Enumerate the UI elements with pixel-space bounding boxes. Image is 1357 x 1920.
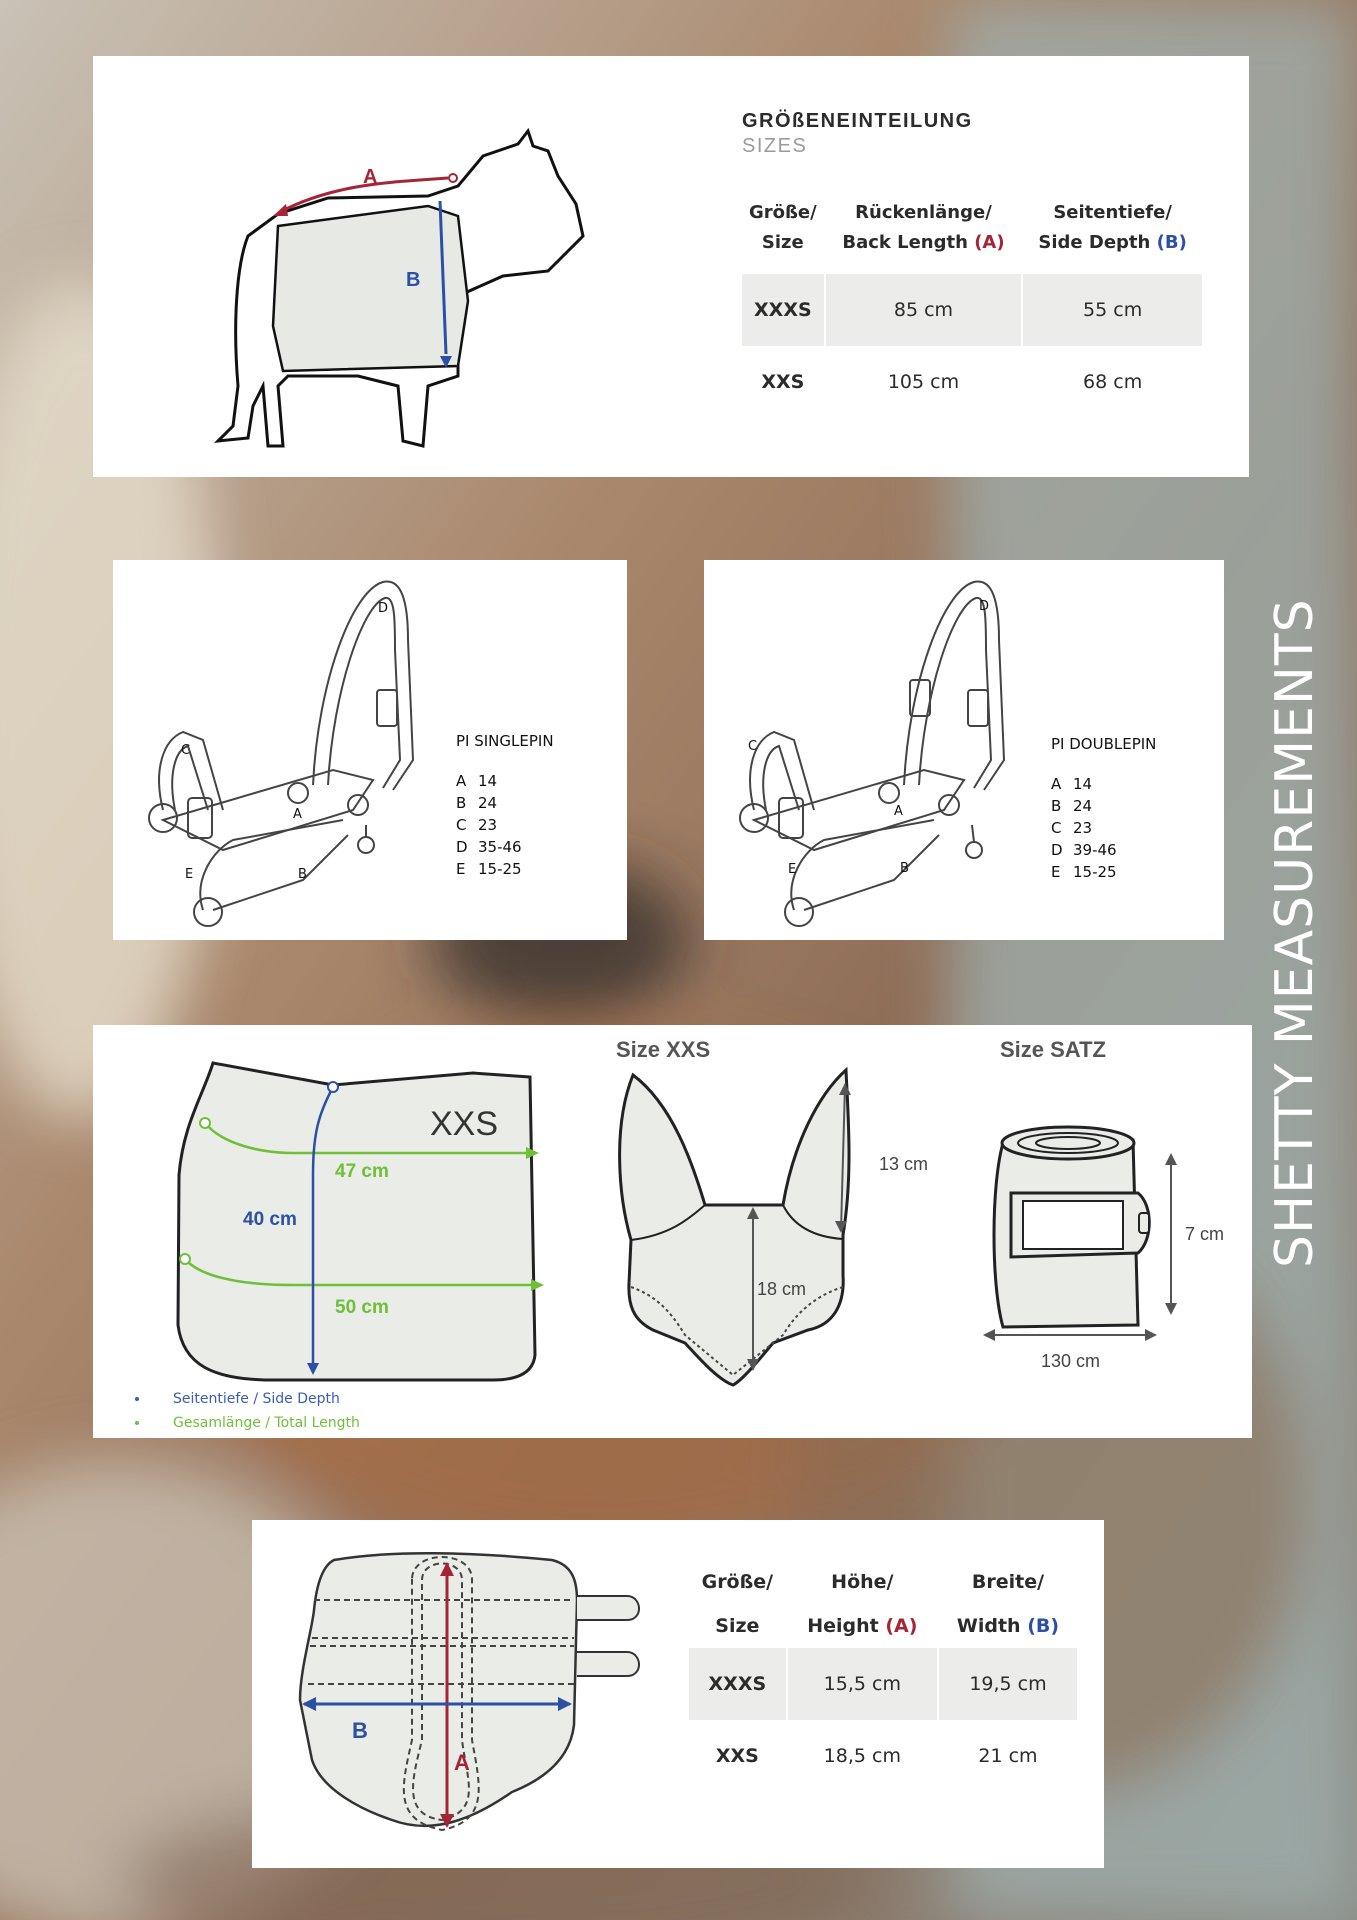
arrowhead-icon (983, 1329, 995, 1341)
halter-singlepin-info (456, 732, 554, 880)
rug-size-panel (93, 56, 1249, 477)
rug-size-table (742, 182, 1202, 418)
point-a-label: A (293, 807, 302, 822)
arrowhead-icon (1165, 1153, 1177, 1165)
halter-doublepin-panel (704, 560, 1224, 940)
marker-dot-icon (449, 174, 457, 182)
point-c-label: C (748, 739, 758, 754)
label-b: B (406, 269, 421, 291)
halter-title: PI DOUBLEPIN (1051, 735, 1157, 753)
arrowhead-icon (1145, 1329, 1157, 1341)
measure-row: A 14 (456, 772, 498, 790)
marker-dot-icon (328, 1082, 338, 1092)
measure-row: B 24 (456, 794, 498, 812)
col-back-length: Rückenlänge/ Back Length (A) (825, 182, 1023, 274)
equipment-panel (93, 1025, 1252, 1438)
length-top-label: 47 cm (335, 1161, 389, 1182)
marker-dot-icon (200, 1118, 210, 1128)
boot-diagram (252, 1520, 682, 1868)
boots-size-panel (252, 1520, 1104, 1868)
legend-dot-icon (135, 1421, 139, 1425)
measure-row: C 23 (456, 816, 498, 834)
measure-row: D 35-46 (456, 838, 522, 856)
rug-heading (742, 110, 973, 158)
saddle-pad-diagram (178, 1063, 544, 1380)
boot-strap (577, 1596, 639, 1620)
page-title: SHETTY MEASUREMENTS (1265, 598, 1325, 1268)
length-bottom-label: 50 cm (335, 1297, 389, 1318)
fly-veil-diagram (620, 1070, 928, 1385)
label-a: A (363, 166, 378, 188)
heading-en: SIZES (742, 135, 808, 157)
fly-veil-shape (620, 1070, 849, 1385)
measure-row: A 14 (1051, 775, 1093, 793)
ear-height-label: 13 cm (879, 1154, 929, 1174)
equipment-diagrams (93, 1025, 1252, 1438)
rug-shape (273, 206, 468, 371)
point-d-label: D (979, 599, 990, 614)
legend-side-depth: Seitentiefe / Side Depth (135, 1391, 340, 1407)
length-label: 130 cm (1041, 1351, 1101, 1371)
bandage-diagram (983, 1127, 1224, 1371)
legend-dot-icon (135, 1397, 139, 1401)
arrowhead-icon (1165, 1303, 1177, 1315)
arrowhead-icon (273, 204, 288, 216)
bandages-title: Size SATZ (1000, 1037, 1106, 1062)
label-b: B (352, 1718, 368, 1743)
height-label: 7 cm (1185, 1224, 1225, 1244)
table-header-row (689, 1560, 1077, 1648)
table-row: XXS 18,5 cm 21 cm (689, 1720, 1077, 1792)
face-length-label: 18 cm (757, 1279, 807, 1299)
point-b-label: B (900, 861, 909, 876)
arrowhead-icon (531, 1279, 544, 1291)
col-width: Breite/ Width (B) (938, 1560, 1077, 1648)
boot-shape (300, 1553, 577, 1826)
halter-title: PI SINGLEPIN (456, 732, 554, 750)
measure-row: E 15-25 (1051, 863, 1117, 881)
point-a-label: A (894, 804, 903, 819)
col-size: Größe/ Size (748, 202, 817, 253)
fly-veil-title: Size XXS (616, 1037, 711, 1062)
measure-row: E 15-25 (456, 860, 522, 878)
table-row: XXXS 15,5 cm 19,5 cm (689, 1648, 1077, 1720)
point-c-label: C (181, 743, 191, 758)
halter-singlepin-panel (113, 560, 627, 940)
point-e-label: E (788, 862, 797, 877)
boots-size-table (689, 1560, 1077, 1792)
label-a: A (454, 1750, 470, 1775)
heading-de: GRÖßENEINTEILUNG (742, 110, 973, 132)
boot-strap (577, 1652, 639, 1676)
col-height: Höhe/ Height (A) (787, 1560, 938, 1648)
halter-doublepin-info (1051, 735, 1156, 883)
col-size: Größe/ Size (701, 1571, 774, 1637)
table-header-row (742, 182, 1202, 274)
point-e-label: E (185, 867, 194, 882)
table-row: XXXS 85 cm 55 cm (742, 274, 1202, 346)
point-b-label: B (298, 867, 307, 882)
pad-size-label: XXS (430, 1105, 499, 1143)
marker-dot-icon (180, 1254, 190, 1264)
measure-row: C 23 (1051, 819, 1093, 837)
point-d-label: D (378, 601, 389, 616)
pony-rug-diagram (128, 86, 728, 486)
measure-row: D 39-46 (1051, 841, 1117, 859)
col-side-depth: Seitentiefe/ Side Depth (B) (1022, 182, 1202, 274)
measure-row: B 24 (1051, 797, 1093, 815)
depth-label: 40 cm (243, 1209, 297, 1230)
table-row: XXS 105 cm 68 cm (742, 346, 1202, 418)
legend-total-length: Gesamlänge / Total Length (135, 1415, 360, 1431)
